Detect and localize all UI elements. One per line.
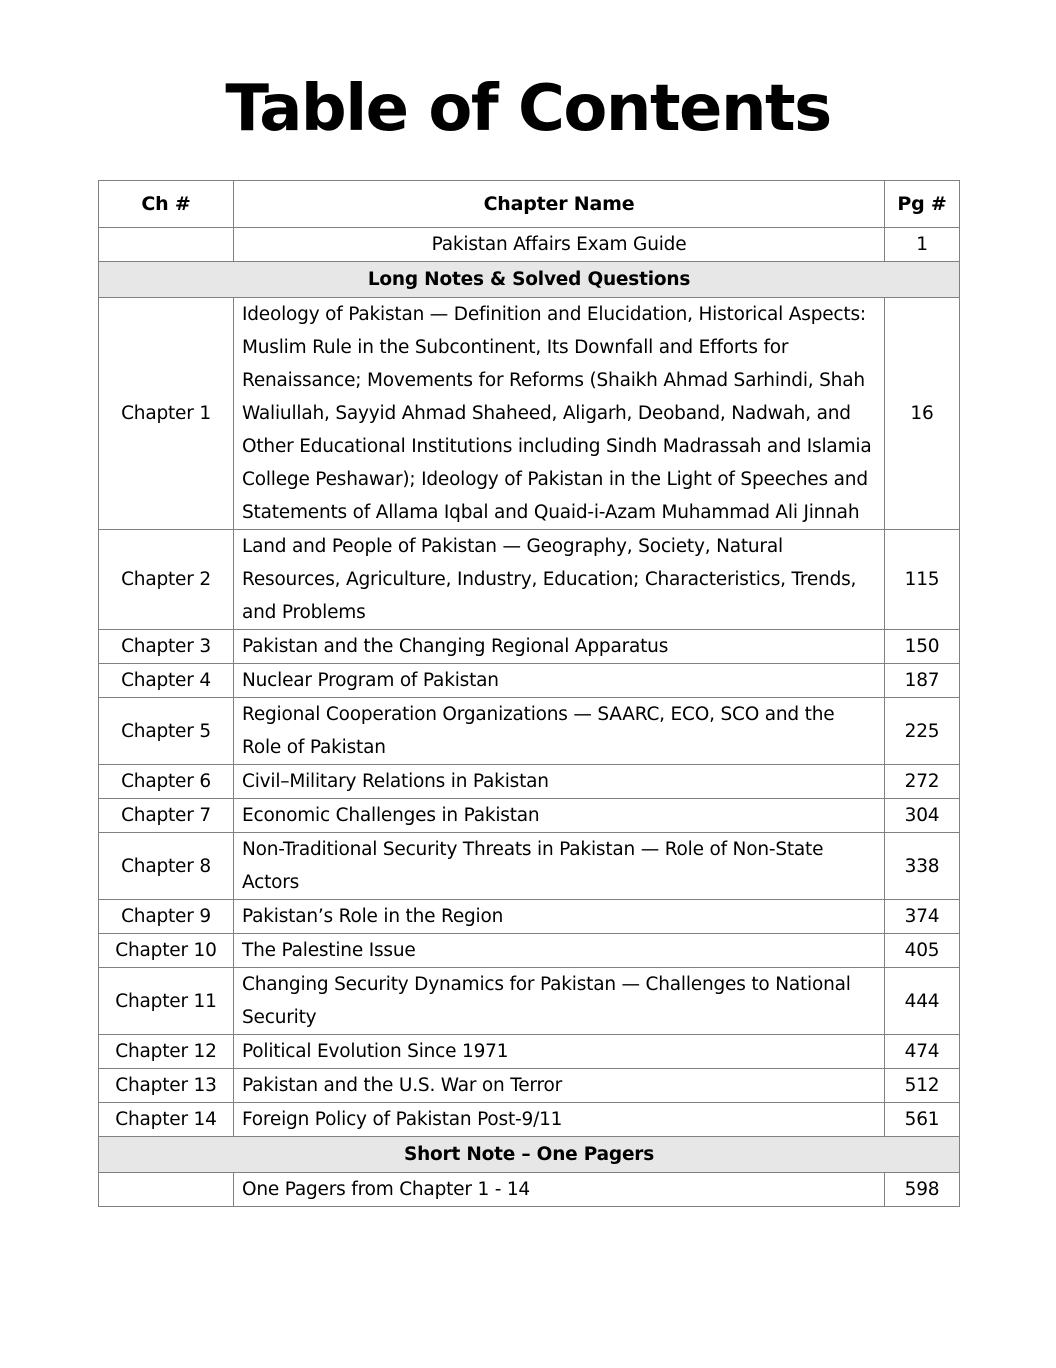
table-row-intro	[99, 228, 960, 262]
chapter-name-cell: Civil–Military Relations in Pakistan	[234, 765, 885, 799]
table-row	[99, 900, 960, 934]
table-row	[99, 1103, 960, 1137]
page-title: Table of Contents	[225, 72, 831, 146]
chapter-cell: Chapter 7	[99, 799, 234, 833]
chapter-name-cell: Economic Challenges in Pakistan	[234, 799, 885, 833]
page-cell: 474	[885, 1035, 960, 1069]
header-row	[99, 181, 960, 228]
one-pagers-name-cell: One Pagers from Chapter 1 - 14	[234, 1173, 885, 1207]
section-title-long-notes: Long Notes & Solved Questions	[99, 262, 960, 298]
chapter-cell: Chapter 9	[99, 900, 234, 934]
page-cell: 16	[885, 298, 960, 530]
contents-table	[98, 180, 960, 1207]
chapter-cell: Chapter 1	[99, 298, 234, 530]
chapter-name-cell: Non-Traditional Security Threats in Pakistan — Role of Non-State Actors	[234, 833, 885, 900]
chapter-name-cell: Pakistan and the U.S. War on Terror	[234, 1069, 885, 1103]
chapter-cell: Chapter 5	[99, 698, 234, 765]
page-cell: 512	[885, 1069, 960, 1103]
chapter-name-cell: Land and People of Pakistan — Geography, Society, Natural Resources, Agriculture, Industry, Education; Characteristics, Trends, and Problems	[234, 530, 885, 630]
chapter-name-cell: Regional Cooperation Organizations — SAARC, ECO, SCO and the Role of Pakistan	[234, 698, 885, 765]
table-row	[99, 1069, 960, 1103]
page-cell: 338	[885, 833, 960, 900]
chapter-cell: Chapter 13	[99, 1069, 234, 1103]
chapter-rows	[99, 298, 960, 1137]
page-cell: 561	[885, 1103, 960, 1137]
header-chapter-number: Ch #	[99, 181, 234, 228]
chapter-name-cell: The Palestine Issue	[234, 934, 885, 968]
one-pagers-chapter-cell	[99, 1173, 234, 1207]
table-row	[99, 1035, 960, 1069]
chapter-name-cell: Foreign Policy of Pakistan Post-9/11	[234, 1103, 885, 1137]
table-row	[99, 799, 960, 833]
table-row	[99, 765, 960, 799]
intro-chapter-cell	[99, 228, 234, 262]
table-body	[99, 228, 960, 298]
page-cell: 374	[885, 900, 960, 934]
table-row	[99, 934, 960, 968]
chapter-cell: Chapter 10	[99, 934, 234, 968]
page-cell: 405	[885, 934, 960, 968]
table-row	[99, 298, 960, 530]
chapter-name-cell: Pakistan’s Role in the Region	[234, 900, 885, 934]
chapter-cell: Chapter 14	[99, 1103, 234, 1137]
chapter-cell: Chapter 12	[99, 1035, 234, 1069]
page-cell: 225	[885, 698, 960, 765]
chapter-name-cell: Political Evolution Since 1971	[234, 1035, 885, 1069]
table-row	[99, 968, 960, 1035]
section-title-short-notes: Short Note – One Pagers	[99, 1137, 960, 1173]
page-cell: 272	[885, 765, 960, 799]
section-row-long-notes	[99, 262, 960, 298]
chapter-name-cell: Pakistan and the Changing Regional Apparatus	[234, 630, 885, 664]
chapter-name-cell: Nuclear Program of Pakistan	[234, 664, 885, 698]
chapter-cell: Chapter 4	[99, 664, 234, 698]
intro-page-cell: 1	[885, 228, 960, 262]
chapter-cell: Chapter 8	[99, 833, 234, 900]
page-cell: 304	[885, 799, 960, 833]
one-pagers-page-cell: 598	[885, 1173, 960, 1207]
table-row-one-pagers	[99, 1173, 960, 1207]
page-cell: 444	[885, 968, 960, 1035]
chapter-name-cell: Ideology of Pakistan — Definition and Elucidation, Historical Aspects: Muslim Rule in the Subcontinent, Its Downfall and Efforts for Renaissance; Movements for Reforms (Shaikh Ahmad Sarhindi, Shah Waliullah, Sayyid Ahmad Shaheed, Aligarh, Deoband, Nadwah, and Other Educational Institutions including Sindh Madrassah and Islamia College Peshawar); Ideology of Pakistan in the Light of Speeches and Statements of Allama Iqbal and Quaid-i-Azam Muhammad Ali Jinnah	[234, 298, 885, 530]
chapter-cell: Chapter 3	[99, 630, 234, 664]
table-header	[99, 181, 960, 228]
table-row	[99, 698, 960, 765]
header-page-number: Pg #	[885, 181, 960, 228]
page-cell: 115	[885, 530, 960, 630]
page-cell: 187	[885, 664, 960, 698]
header-chapter-name: Chapter Name	[234, 181, 885, 228]
chapter-cell: Chapter 6	[99, 765, 234, 799]
page-cell: 150	[885, 630, 960, 664]
section-row-short-notes	[99, 1137, 960, 1173]
chapter-cell: Chapter 11	[99, 968, 234, 1035]
table-row	[99, 833, 960, 900]
table-row	[99, 664, 960, 698]
table-body-short	[99, 1137, 960, 1207]
intro-name-cell: Pakistan Affairs Exam Guide	[234, 228, 885, 262]
table-row	[99, 530, 960, 630]
chapter-cell: Chapter 2	[99, 530, 234, 630]
chapter-name-cell: Changing Security Dynamics for Pakistan — Challenges to National Security	[234, 968, 885, 1035]
table-row	[99, 630, 960, 664]
